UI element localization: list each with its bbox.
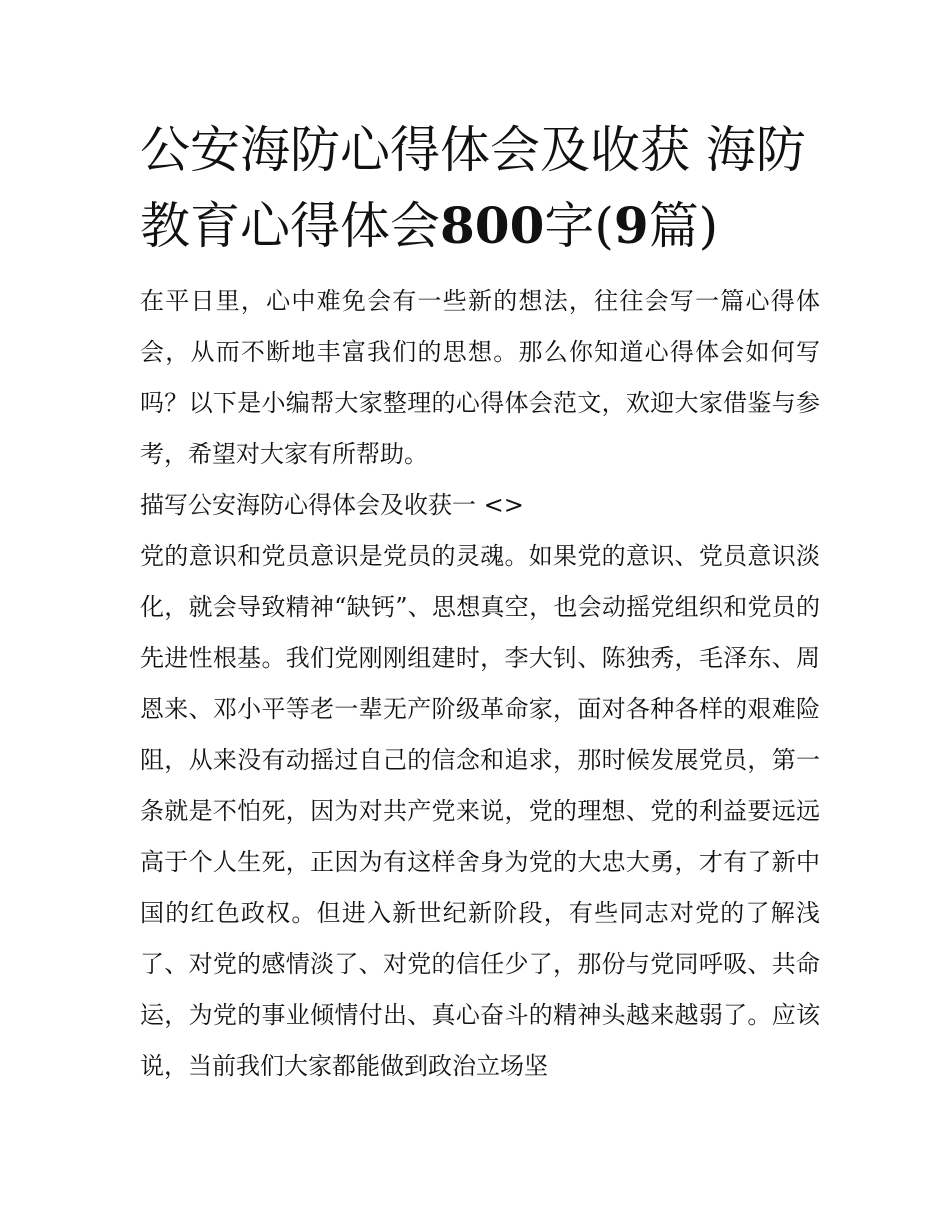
section-heading: 描写公安海防心得体会及收获一 <>: [140, 491, 524, 519]
title-text-2: 字(: [544, 197, 614, 255]
title-text-3: 篇): [648, 197, 719, 255]
body-paragraph: 党的意识和党员意识是党员的灵魂。如果党的意识、党员意识淡化，就会导致精神“缺钙”、思想真空，也会动摇党组织和党员的先进性根基。我们党刚刚组建时，李大钊、陈独秀，毛泽东、周恩来、邓小平等老一辈无产阶级革命家，面对各种各样的艰难险阻，从来没有动摇过自己的信念和追求，那时候发展党员，第一条就是不怕死，因为对共产党来说，党的理想、党的利益要远远高于个人生死，正因为有这样舍身为党的大忠大勇，才有了新中国的红色政权。但进入新世纪新阶段，有些同志对党的了解浅了、对党的感情淡了、对党的信任少了，那份与党同呼吸、共命运，为党的事业倾情付出、真心奋斗的精神头越来越弱了。应该说，当前我们大家都能做到政治立场坚: [140, 542, 820, 1080]
title-number-9: 9: [613, 196, 649, 255]
document-title: [140, 112, 820, 264]
document-body: [140, 276, 820, 1092]
title-text-1: 公安海防心得体会及收获 海防教育心得体会: [140, 121, 806, 255]
title-number-800: 800: [440, 196, 545, 255]
intro-paragraph: 在平日里，心中难免会有一些新的想法，往往会写一篇心得体会，从而不断地丰富我们的思想。那么你知道心得体会如何写吗？以下是小编帮大家整理的心得体会范文，欢迎大家借鉴与参考，希望对大家有所帮助。: [140, 287, 820, 468]
